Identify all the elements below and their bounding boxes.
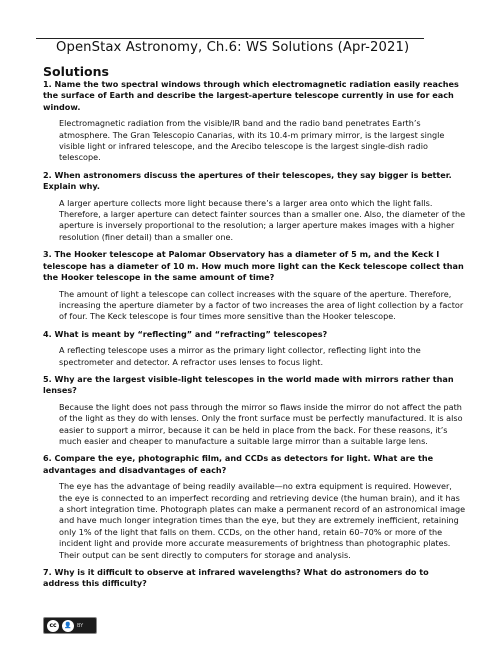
creative-commons-by-license-icon: [43, 617, 97, 634]
question-5: 5. Why are the largest visible-light telescopes in the world made with mirrors rather than lenses?: [43, 373, 454, 396]
by-label: BY: [77, 622, 84, 629]
question-2: 2. When astronomers discuss the apertures of their telescopes, they say bigger is better. Explain why.: [43, 169, 452, 192]
page-title: OpenStax Astronomy, Ch.6: WS Solutions (Apr-2021): [56, 40, 410, 55]
answer-4: A reflecting telescope uses a mirror as the primary light collector, reflecting light into the spectrometer and detector. A refractor uses lenses to focus light.: [59, 345, 421, 367]
question-3: 3. The Hooker telescope at Palomar Observatory has a diameter of 5 m, and the Keck I telescope has a diameter of 10 m. How much more light can the Keck telescope collect than the Hooker telescope in the same amount of time?: [43, 249, 464, 283]
question-7: 7. Why is it difficult to observe at infrared wavelengths? What do astronomers do to address this difficulty?: [43, 567, 429, 589]
answer-5: Because the light does not pass through the mirror so flaws inside the mirror do not affect the path of the light as they do with lenses. Only the front surface must be perfectly manufactured. It is also easier to support a mirror, because it can be held in place from the back. For these reasons, it’s much easier and cheaper to manufacture a suitable large mirror than a suitable large lens.: [59, 401, 463, 446]
cc-icon: cc: [47, 620, 59, 632]
question-4: 4. What is meant by “reflecting” and “refracting” telescopes?: [43, 328, 328, 339]
answer-1: Electromagnetic radiation from the visible/IR band and the radio band penetrates Earth’s atmosphere. The Gran Telescopio Canarias, with its 10.4-m primary mirror, is the largest single visible light or infrared telescope, and the Arecibo telescope is the largest single-dish radio telescope.: [59, 118, 445, 163]
question-6: 6. Compare the eye, photographic film, and CCDs as detectors for light. What are the advantages and disadvantages of each?: [43, 453, 434, 475]
header-rule: [36, 38, 424, 39]
question-1: 1. Name the two spectral windows through which electromagnetic radiation easily reaches the surface of Earth and describe the largest-aperture telescope currently in use for each window.: [43, 79, 459, 112]
attribution-person-icon: 👤: [62, 620, 74, 632]
answer-3: The amount of light a telescope can collect increases with the square of the aperture. Therefore, increasing the aperture diameter by a factor of two increases the area of light collection by a factor of four. The Keck telescope is four times more sensitive than the Hooker telescope.: [59, 288, 464, 322]
section-title: Solutions: [43, 64, 109, 79]
qa-list: [43, 79, 467, 595]
answer-6: The eye has the advantage of being readily available—no extra equipment is required. However, the eye is connected to an imperfect recording and retrieving device (the human brain), and it has a short integration time. Photograph plates can make a permanent record of an astronomical image and have much longer integration times than the eye, but they are extremely inefficient, retaining only 1% of the light that falls on them. CCDs, on the other hand, retain 60–70% or more of the incident light and provide more accurate measurements of brightness than photographic plates. Their output can be sent directly to computers for storage and analysis.: [59, 481, 466, 560]
answer-2: A larger aperture collects more light because there’s a larger area onto which the light falls. Therefore, a larger aperture can detect fainter sources than a smaller one. Also, the diameter of the aperture is inversely proportional to the resolution; a larger aperture makes images with a higher resolution (finer detail) than a smaller one.: [59, 197, 466, 242]
